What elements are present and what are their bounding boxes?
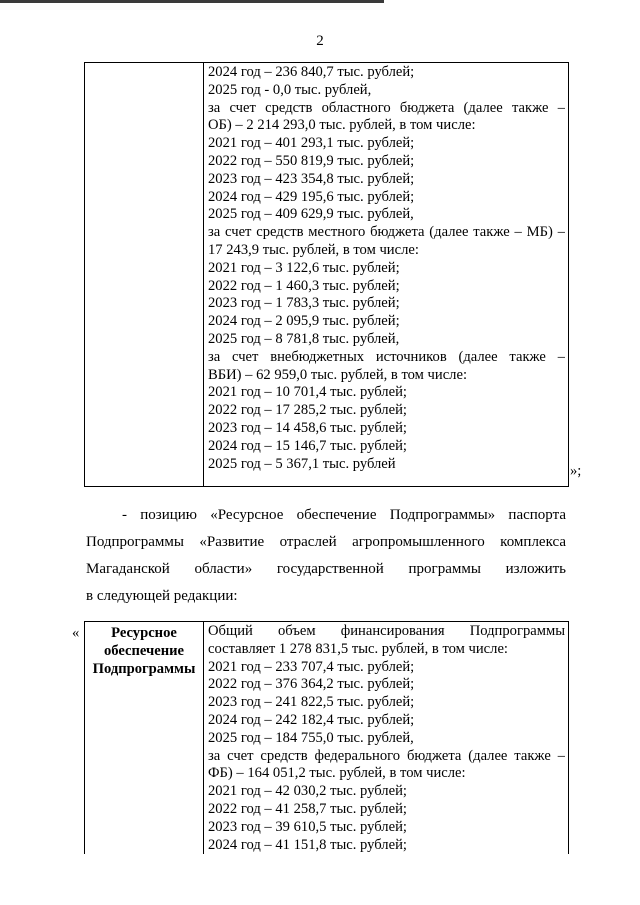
funding-line: 2023 год – 39 610,5 тыс. рублей; — [208, 818, 407, 835]
page-number: 2 — [316, 33, 324, 49]
funding-line: 2025 год - 0,0 тыс. рублей, — [208, 81, 372, 98]
funding-lines — [204, 622, 568, 854]
funding-line: 2025 год – 5 367,1 тыс. рублей — [208, 455, 396, 472]
row-label-line: Ресурсное — [111, 625, 177, 641]
funding-line: ФБ) – 164 051,2 тыс. рублей, в том числе: — [208, 765, 466, 782]
resource-provision-table — [84, 621, 569, 854]
funding-line: ОБ) – 2 214 293,0 тыс. рублей, в том числе: — [208, 117, 476, 134]
funding-line: ВБИ) – 62 959,0 тыс. рублей, в том числе: — [208, 366, 467, 383]
paragraph-line: в следующей редакции: — [86, 588, 238, 604]
funding-line: 2022 год – 1 460,3 тыс. рублей; — [208, 277, 400, 294]
funding-line: 2022 год – 376 364,2 тыс. рублей; — [208, 676, 415, 693]
funding-line: 2021 год – 401 293,1 тыс. рублей; — [208, 135, 415, 152]
paragraph-line: Магаданской области» государственной программы изложить — [86, 561, 566, 577]
funding-line: 2021 год – 42 030,2 тыс. рублей; — [208, 783, 407, 800]
closing-quote: »; — [570, 463, 582, 479]
row-label-line: Подпрограммы — [92, 661, 196, 677]
funding-line: за счет средств федерального бюджета (далее также – — [208, 747, 565, 764]
funding-line: 2024 год – 15 146,7 тыс. рублей; — [208, 437, 407, 454]
funding-line: 17 243,9 тыс. рублей, в том числе: — [208, 241, 419, 258]
funding-line: составляет 1 278 831,5 тыс. рублей, в том числе: — [208, 640, 508, 657]
funding-line: 2022 год – 41 258,7 тыс. рублей; — [208, 800, 407, 817]
paragraph-line: Подпрограммы «Развитие отраслей агропромышленного комплекса — [86, 534, 566, 550]
paragraph-line: - позицию «Ресурсное обеспечение Подпрограммы» паспорта — [122, 507, 566, 523]
funding-line: 2023 год – 1 783,3 тыс. рублей; — [208, 295, 400, 312]
funding-table-continued — [84, 62, 569, 487]
funding-line: 2021 год – 10 701,4 тыс. рублей; — [208, 384, 407, 401]
funding-line: 2025 год – 409 629,9 тыс. рублей, — [208, 206, 414, 223]
top-border-line — [0, 0, 384, 3]
funding-line: 2022 год – 550 819,9 тыс. рублей; — [208, 152, 415, 169]
funding-line: 2024 год – 236 840,7 тыс. рублей; — [208, 64, 415, 80]
funding-line: за счет средств областного бюджета (далее также – — [208, 99, 565, 116]
funding-line: 2023 год – 241 822,5 тыс. рублей; — [208, 694, 415, 711]
table-content-cell — [204, 63, 569, 487]
table-label-cell — [85, 622, 204, 855]
funding-line: 2021 год – 233 707,4 тыс. рублей; — [208, 658, 415, 675]
funding-line: 2025 год – 8 781,8 тыс. рублей, — [208, 330, 400, 347]
funding-line: 2024 год – 429 195,6 тыс. рублей; — [208, 188, 415, 205]
funding-line: 2025 год – 184 755,0 тыс. рублей, — [208, 729, 414, 746]
funding-line: 2022 год – 17 285,2 тыс. рублей; — [208, 402, 407, 419]
funding-line: за счет средств местного бюджета (далее также – МБ) – — [208, 224, 565, 241]
funding-line: за счет внебюджетных источников (далее также – — [208, 348, 565, 365]
funding-line: 2023 год – 423 354,8 тыс. рублей; — [208, 170, 415, 187]
funding-line: 2024 год – 41 151,8 тыс. рублей; — [208, 836, 407, 853]
funding-lines — [204, 63, 568, 473]
row-label-line: обеспечение — [103, 643, 185, 659]
funding-line: 2023 год – 14 458,6 тыс. рублей; — [208, 419, 407, 436]
funding-line: 2024 год – 242 182,4 тыс. рублей; — [208, 711, 415, 728]
amendment-paragraph — [86, 502, 566, 610]
table-label-cell-empty — [85, 63, 204, 487]
row-label — [85, 622, 203, 678]
opening-quote: « — [72, 625, 80, 641]
funding-line: 2024 год – 2 095,9 тыс. рублей; — [208, 313, 400, 330]
funding-line: Общий объем финансирования Подпрограммы — [208, 623, 565, 639]
funding-line: 2021 год – 3 122,6 тыс. рублей; — [208, 259, 400, 276]
table-content-cell — [204, 622, 569, 855]
